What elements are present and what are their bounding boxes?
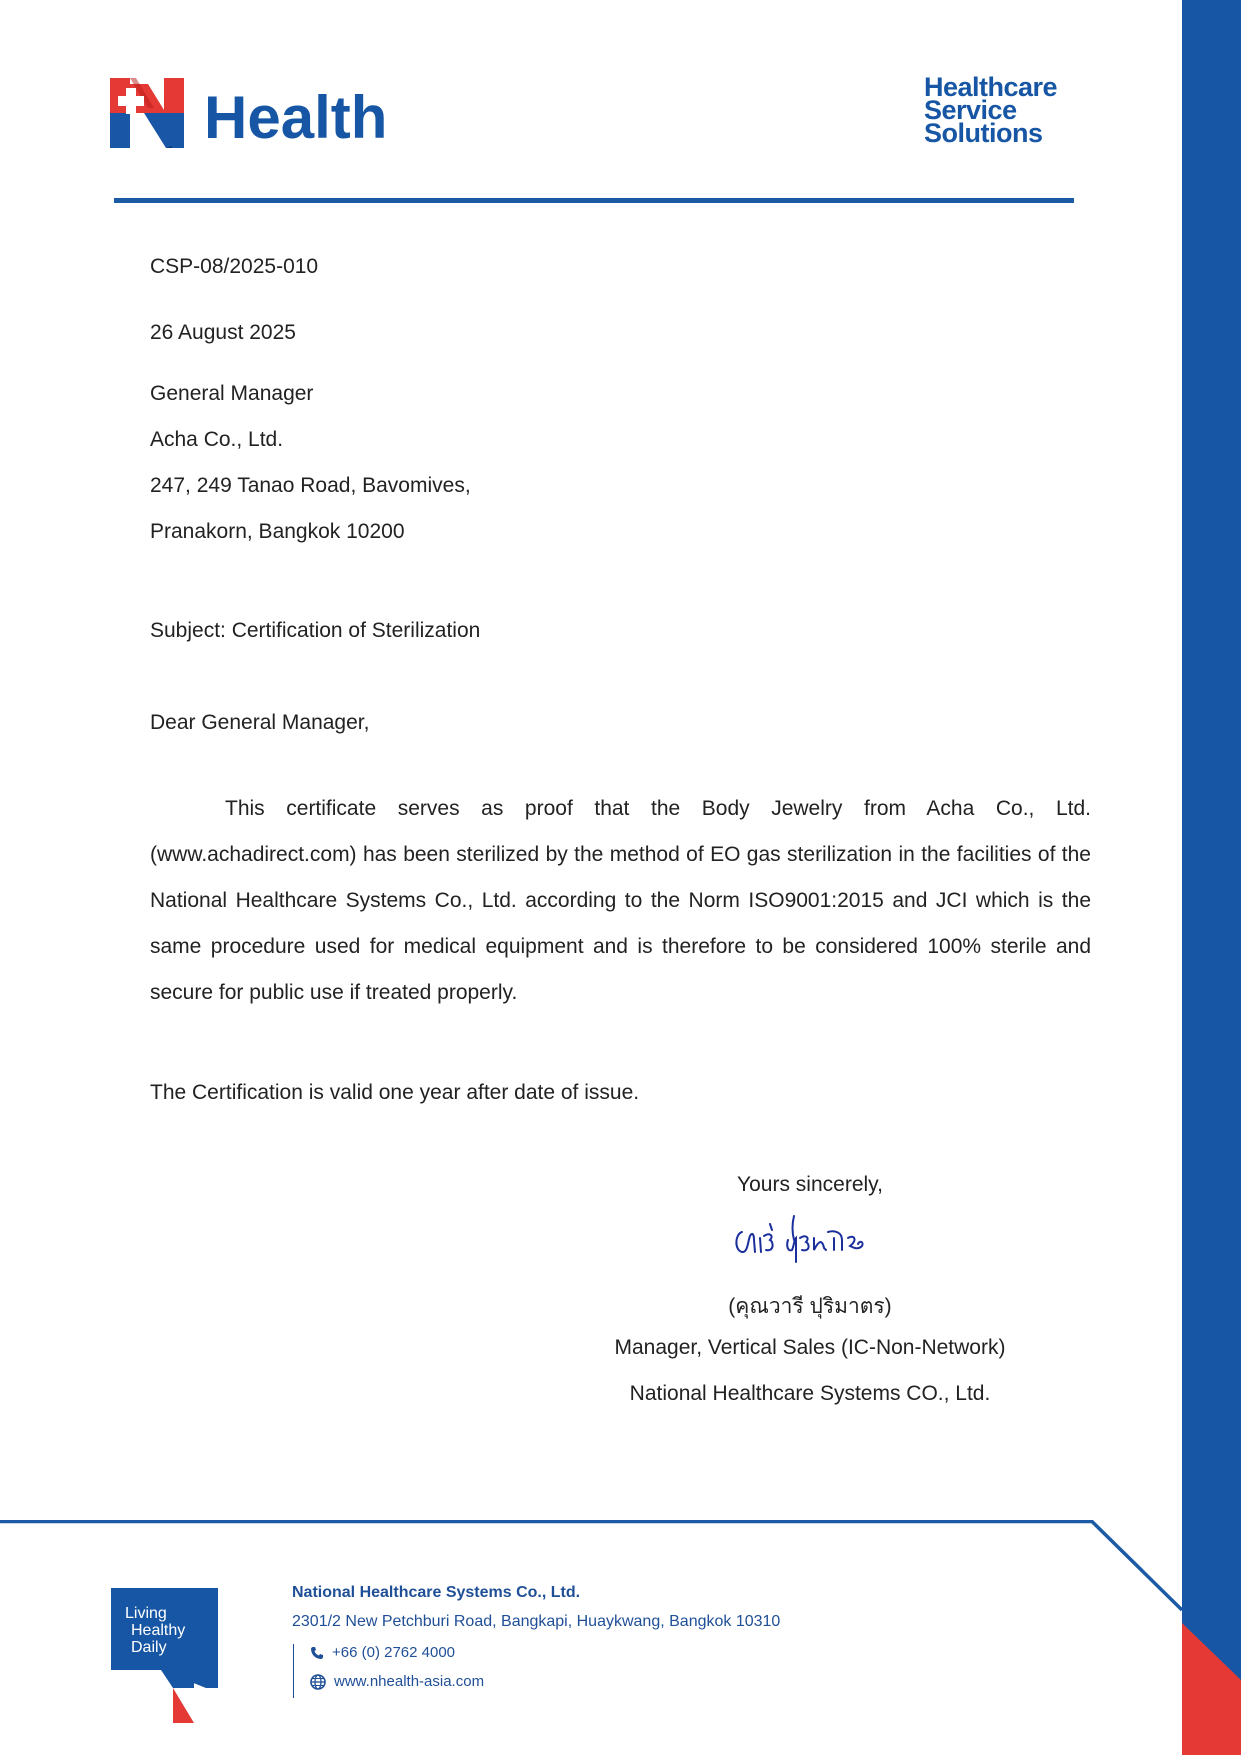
recipient-address-line2: Pranakorn, Bangkok 10200	[150, 520, 405, 543]
tagline-line: Healthcare	[924, 72, 1058, 102]
footer-phone	[310, 1644, 455, 1661]
closing: Yours sincerely,	[737, 1173, 883, 1196]
svg-text:Daily: Daily	[131, 1639, 167, 1656]
footer-phone-number: +66 (0) 2762 4000	[332, 1644, 456, 1661]
signer-name: (คุณวารี ปุริมาตร)	[728, 1295, 892, 1318]
hss-tagline	[924, 72, 1058, 148]
footer-company-name: National Healthcare Systems Co., Ltd.	[292, 1584, 581, 1601]
recipient-address-line1: 247, 249 Tanao Road, Bavomives,	[150, 474, 471, 497]
svg-text:Living: Living	[125, 1605, 167, 1622]
footer-contact-rule	[293, 1644, 294, 1698]
tagline-line: Solutions	[924, 118, 1043, 148]
signer-company: National Healthcare Systems CO., Ltd.	[629, 1382, 991, 1405]
footer-website[interactable]	[310, 1673, 484, 1690]
svg-text:Healthy: Healthy	[131, 1622, 186, 1639]
recipient-company: Acha Co., Ltd.	[150, 428, 284, 451]
footer-address: 2301/2 New Petchburi Road, Bangkapi, Huaykwang, Bangkok 10310	[292, 1613, 781, 1630]
handwritten-signature	[730, 1210, 890, 1270]
footer-website-link[interactable]: www.nhealth-asia.com	[334, 1673, 485, 1690]
globe-icon	[310, 1674, 326, 1690]
reference-number: CSP-08/2025-010	[150, 255, 319, 278]
letter-date: 26 August 2025	[150, 321, 296, 344]
tagline-line: Service	[924, 95, 1017, 125]
living-healthy-daily-badge	[111, 1588, 219, 1723]
signer-title: Manager, Vertical Sales (IC-Non-Network)	[614, 1336, 1006, 1359]
header-divider	[114, 198, 1074, 203]
logo-wordmark: Health	[204, 84, 388, 151]
n-health-logo-icon	[110, 78, 186, 148]
body-text: This certificate serves as proof that the Body Jewelry from Acha Co., Ltd. (www.achadirect.com) has been sterilized by the method of EO gas sterilization in the facilities of the National Healthcare Systems Co., Ltd. according to the Norm ISO9001:2015 and JCI which is the same procedure used for medical equipment and is therefore to be considered 100% sterile and secure for public use if treated properly.	[150, 797, 1091, 1004]
recipient-title: General Manager	[150, 382, 314, 405]
validity-statement: The Certification is valid one year after date of issue.	[150, 1081, 640, 1104]
body-paragraph	[150, 786, 1091, 1016]
phone-icon	[310, 1646, 324, 1660]
right-brand-band	[1182, 0, 1241, 1755]
subject-line: Subject: Certification of Sterilization	[150, 619, 481, 642]
right-red-corner	[1182, 1623, 1241, 1755]
salutation: Dear General Manager,	[150, 711, 370, 734]
